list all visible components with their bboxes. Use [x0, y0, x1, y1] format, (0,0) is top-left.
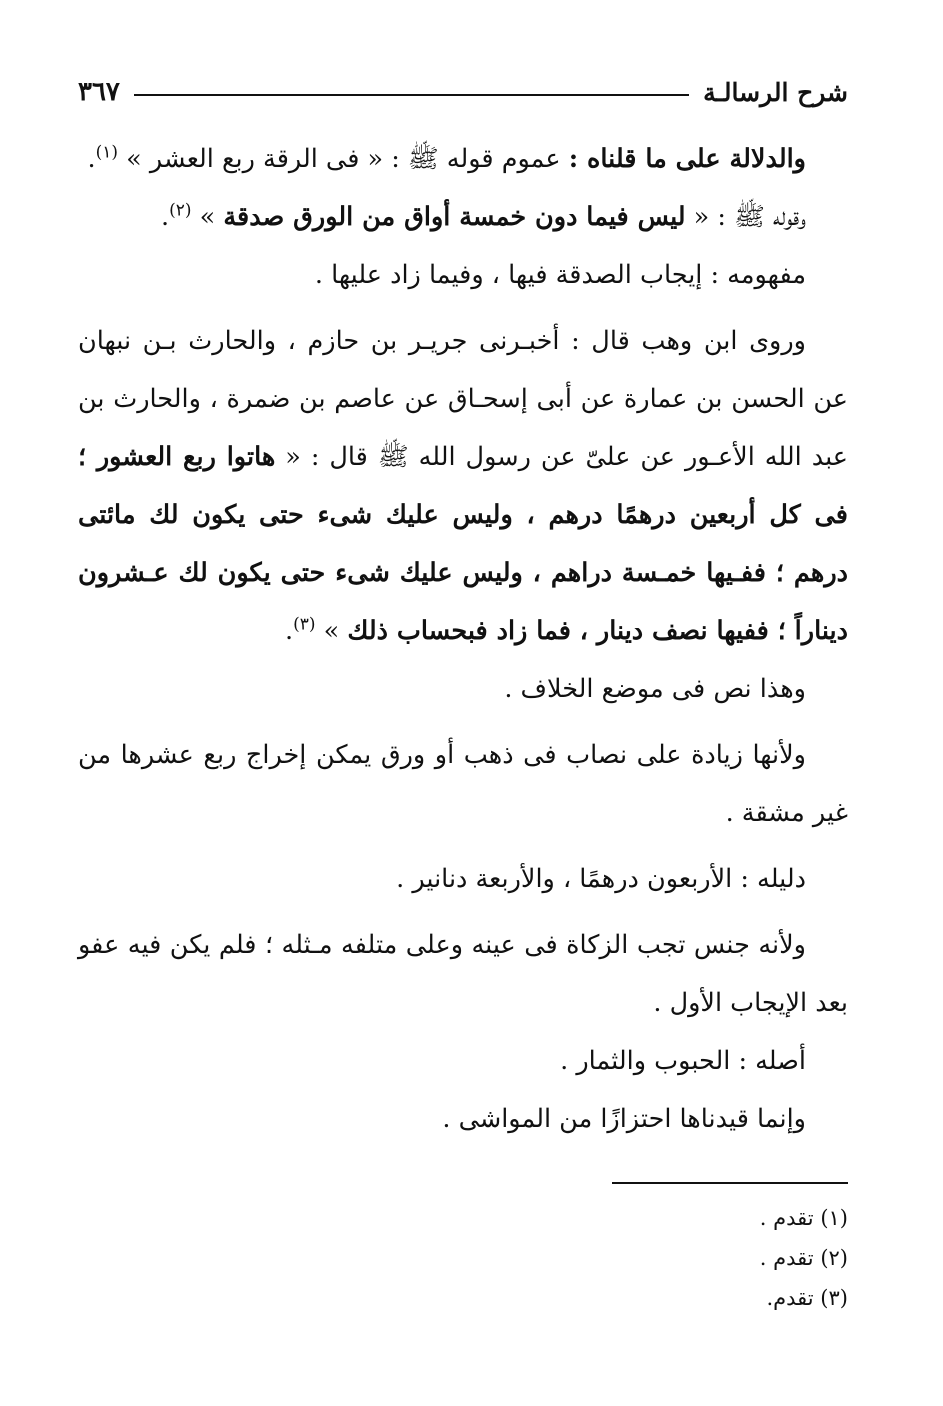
paragraph-1-text: عموم قوله ﷺ : « فى الرقة ربع العشر » — [118, 144, 569, 174]
paragraph-6: ولأنها زيادة على نصاب فى ذهب أو ورق يمكن إخراج ربع عشرها من غير مشقة . — [78, 740, 848, 828]
paragraph-2-start: وقوله ﷺ : « — [685, 202, 806, 232]
footnote-ref-3: (٣) — [293, 614, 316, 635]
book-page — [78, 62, 848, 1382]
paragraph-4-bold: هاتوا ربع العشور ؛ فى كل أربعين درهمًا درهم ، وليس عليك شىء حتى يكون لك مائتى درهم ؛ ففـيها خمـسة دراهم ، وليس عليك شىء حتى يكون لك عـشرون ديناراً ؛ ففيها نصف دينار ، فما زاد فبحساب ذلك — [78, 442, 848, 646]
paragraph-1-end: . — [87, 144, 96, 174]
paragraph-9: أصله : الحبوب والثمار . — [560, 1046, 806, 1076]
paragraph-2-close: » — [191, 202, 224, 232]
paragraph-2-bold: ليس فيما دون خمسة أواق من الورق صدقة — [223, 202, 686, 232]
paragraph-8: ولأنه جنس تجب الزكاة فى عينه وعلى متلفه مـثله ؛ فلم يكن فيه عفو بعد الإيجاب الأول . — [78, 930, 848, 1018]
paragraph-4 — [78, 312, 848, 660]
paragraph-2-end: . — [161, 202, 170, 232]
paragraph-4-close: » — [315, 616, 348, 646]
paragraph-10: وإنما قيدناها احتزازًا من المواشى . — [442, 1104, 806, 1134]
paragraph-1-bold: والدلالة على ما قلناه : — [568, 144, 806, 174]
header-title: شرح الرسالـة — [703, 77, 848, 107]
page-number: ٣٦٧ — [78, 77, 120, 107]
paragraph-1 — [78, 130, 848, 188]
footnote-ref-1: (١) — [95, 142, 119, 163]
paragraph-2 — [78, 188, 848, 246]
body-text — [78, 130, 848, 1148]
footnote-2: (٢) تقدم . — [759, 1246, 848, 1270]
paragraph-4-text: وروى ابن وهب قال : أخبـرنى جريـر بن حازم ، والحارث بـن نبهان عن الحسن بن عمارة عن أبى إسحـاق عن عاصم بن ضمرة ، والحارث بن عبد الله الأعـور عن علىّ عن رسول الله ﷺ قال : « — [78, 326, 848, 472]
paragraph-3: مفهومه : إيجاب الصدقة فيها ، وفيما زاد عليها . — [314, 260, 806, 290]
footnote-ref-2: (٢) — [169, 200, 192, 221]
paragraph-5: وهذا نص فى موضع الخلاف . — [504, 674, 806, 704]
footnote-1: (١) تقدم . — [759, 1206, 848, 1230]
footnote-3: (٣) تقدم. — [766, 1286, 848, 1310]
footnote-rule — [612, 1182, 848, 1184]
running-header — [78, 72, 848, 112]
paragraph-4-end: . — [285, 616, 294, 646]
header-rule — [134, 94, 689, 96]
paragraph-7: دليله : الأربعون درهمًا ، والأربعة دنانير . — [396, 864, 806, 894]
footnotes — [78, 1198, 848, 1318]
